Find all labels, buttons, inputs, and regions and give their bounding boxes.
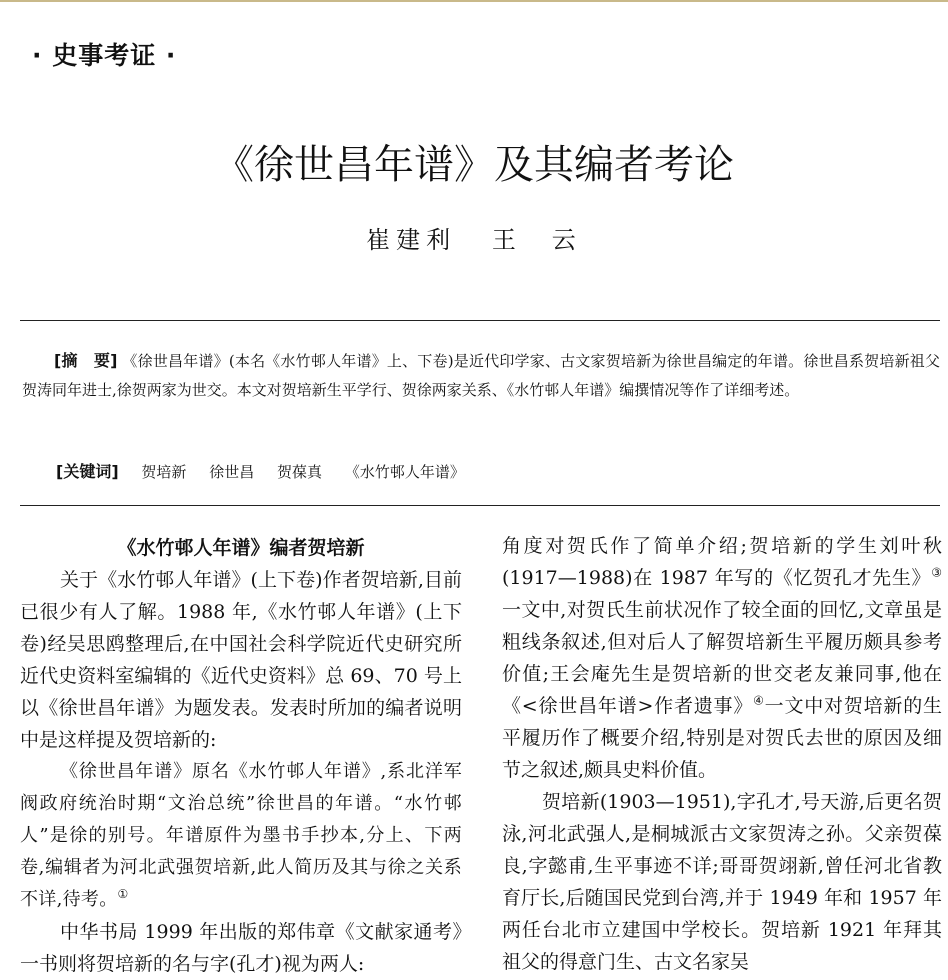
author-name: 崔建利 <box>366 226 457 254</box>
abstract-label: [摘 要] <box>54 351 118 370</box>
paragraph-text: 一文中,对贺氏生前状况作了较全面的回忆,文章虽是粗线条叙述,但对后人了解贺培新生平履历颇具参考价值;王会庵先生是贺培新的世交老友兼同事,他在《<徐世昌年谱>作者遗事》 <box>502 599 942 717</box>
footnote-ref: ① <box>117 887 129 901</box>
rule-bottom <box>20 505 940 506</box>
footnote-ref: ③ <box>931 565 942 580</box>
paragraph: 关于《水竹邨人年谱》(上下卷)作者贺培新,目前已很少有人了解。1988 年,《水竹邨人年谱》(上下卷)经吴思鸥整理后,在中国社会科学院近代史研究所近代史资料室编辑的《近代史资料》总 69、70 号上以《徐世昌年谱》为题发表。发表时所加的编者说明中是这样提及贺培新的: <box>20 569 462 751</box>
paragraph <box>502 530 942 786</box>
section-subheading: 《水竹邨人年谱》编者贺培新 <box>117 537 365 559</box>
paragraph: 中华书局 1999 年出版的郑伟章《文献家通考》一书则将贺培新的名与字(孔才)视为两人: <box>20 921 462 975</box>
block-quote <box>20 756 462 916</box>
top-border <box>0 0 948 2</box>
section-tag: · 史事考证 · <box>32 41 177 70</box>
keywords-label: [关键词] <box>56 462 119 481</box>
footnote-ref: ④ <box>753 693 765 708</box>
rule-top <box>20 320 940 321</box>
abstract <box>22 346 940 405</box>
keyword: 贺葆真 <box>277 463 323 481</box>
paragraph-text: 一文中对贺培新的生平履历作了概要介绍,特别是对贺氏去世的原因及细节之叙述,颇具史料价值。 <box>502 695 942 781</box>
keyword: 徐世昌 <box>209 463 255 481</box>
article-title: 《徐世昌年谱》及其编者考论 <box>214 142 734 188</box>
keyword: 《水竹邨人年谱》 <box>344 463 465 481</box>
paragraph-text: 角度对贺氏作了简单介绍;贺培新的学生刘叶秋(1917—1988)在 1987 年写的《忆贺孔才先生》 <box>502 535 942 589</box>
body-column-right <box>502 530 942 978</box>
keyword: 贺培新 <box>141 463 187 481</box>
author-line <box>0 220 948 255</box>
quote-text: 《徐世昌年谱》原名《水竹邨人年谱》,系北洋军阀政府统治时期“文治总统”徐世昌的年谱。“水竹邨人”是徐的别号。年谱原件为墨书手抄本,分上、下两卷,编辑者为河北武强贺培新,此人简历及其与徐之关系不详,待考。 <box>20 761 462 910</box>
abstract-text: 《徐世昌年谱》(本名《水竹邨人年谱》上、下卷)是近代印学家、古文家贺培新为徐世昌编定的年谱。徐世昌系贺培新祖父贺涛同年进士,徐贺两家为世交。本文对贺培新生平学行、贺徐两家关系、《水竹邨人年谱》编撰情况等作了详细考述。 <box>22 352 940 399</box>
keywords <box>56 459 465 482</box>
body-column-left <box>20 530 462 980</box>
paragraph: 贺培新(1903—1951),字孔才,号天游,后更名贺泳,河北武强人,是桐城派古文家贺涛之孙。父亲贺葆良,字懿甫,生平事迹不详;哥哥贺翊新,曾任河北省教育厅长,后随国民党到台湾,并于 1949 年和 1957 年两任台北市立建国中学校长。贺培新 1921 年拜其祖父的得意门生、古文名家吴 <box>502 791 942 973</box>
author-name: 王 云 <box>491 226 582 254</box>
